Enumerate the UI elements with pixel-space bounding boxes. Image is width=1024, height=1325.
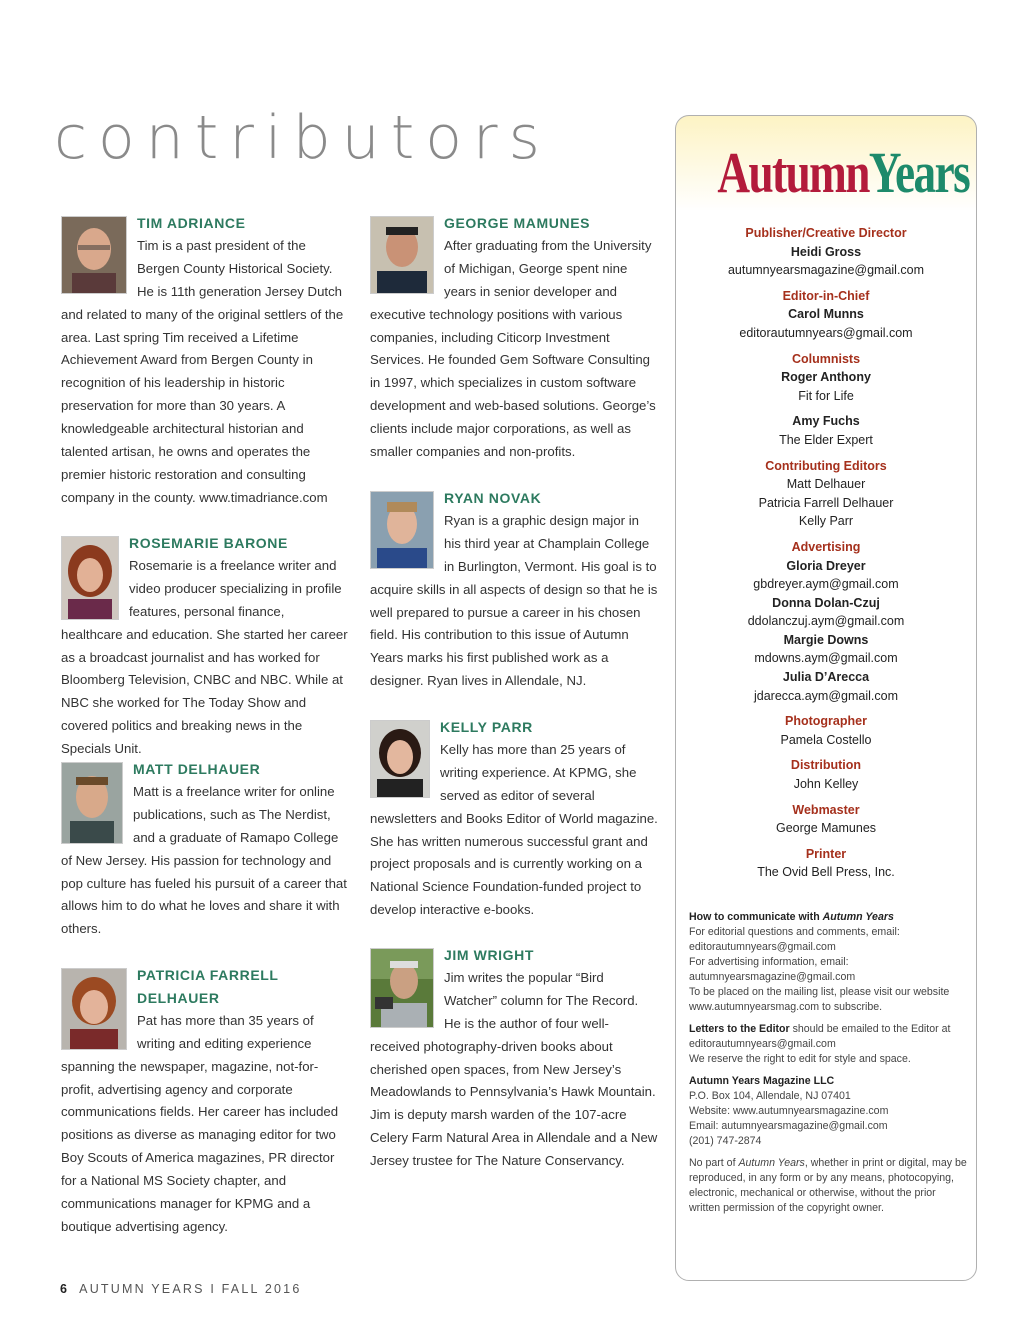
page-number: 6 — [60, 1282, 70, 1296]
contributor-name: KELLY PARR — [440, 719, 533, 735]
masthead-person: Carol Munns — [788, 307, 864, 322]
masthead-column-title: The Elder Expert — [779, 432, 873, 447]
contributor-bio: Kelly has more than 25 years of writing experience. At KPMG, she served as editor of several newsletters and Books Editor of World magazine. She has written numerous successful grant and project proposals and is currently working on a National Science Foundation-funded project to develop interactive e-books. — [370, 741, 658, 918]
publisher-address — [689, 1074, 969, 1149]
contributor-jim-wright — [370, 944, 658, 1173]
how-title-italic: Autumn Years — [822, 911, 894, 923]
how-to-communicate — [689, 910, 969, 1015]
masthead-email: gbdreyer.aym@gmail.com — [753, 577, 899, 592]
contributor-bio: Pat has more than 35 years of writing and editing experience spanning the newspaper, magazine, not-for-profit, advertising agency and corporate communications fields. Her career has included positions as diverse as managing editor for two Boy Scouts of America magazines, PR director for a National MS Society chapter, and communications manager for KPMG and a boutique advertising agency. — [61, 1012, 339, 1234]
masthead-role: Webmaster — [792, 802, 860, 817]
info-line: (201) 747-2874 — [689, 1135, 762, 1147]
info-line: For editorial questions and comments, email: — [689, 926, 900, 938]
info-italic: Autumn Years — [738, 1157, 805, 1169]
contributor-tim-adriance — [61, 212, 349, 532]
masthead-person: Matt Delhauer — [786, 477, 866, 492]
masthead-person: Heidi Gross — [790, 244, 862, 259]
footer-text: AUTUMN YEARS I FALL 2016 — [79, 1282, 302, 1296]
info-line: autumnyearsmagazine@gmail.com — [689, 971, 856, 983]
page-title: contributors — [54, 103, 551, 173]
masthead-email: editorautumnyears@gmail.com — [739, 325, 913, 340]
contributor-rosemarie-barone — [61, 532, 349, 758]
masthead-person: Patricia Farrell Delhauer — [758, 495, 894, 510]
masthead-role: Editor-in-Chief — [782, 288, 870, 303]
masthead-email: mdowns.aym@gmail.com — [754, 651, 898, 666]
info-line: should be emailed to the Editor at editorautumnyears@gmail.com — [689, 1023, 951, 1050]
matt-delhauer-photo — [61, 762, 123, 844]
page-footer — [60, 1282, 301, 1296]
masthead-role: Columnists — [791, 351, 861, 366]
masthead-person: Julia D’Arecca — [782, 670, 870, 685]
contributor-name: ROSEMARIE BARONE — [129, 535, 288, 551]
info-line: editorautumnyears@gmail.com — [689, 941, 836, 953]
contributor-name: TIM ADRIANCE — [137, 215, 246, 231]
masthead-person: Donna Dolan-Czuj — [772, 595, 880, 610]
tim-adriance-photo — [61, 216, 127, 294]
contributor-name: MATT DELHAUER — [133, 761, 261, 777]
masthead-person: Roger Anthony — [781, 370, 871, 385]
ryan-novak-photo — [370, 491, 434, 569]
jim-wright-photo — [370, 948, 434, 1028]
copyright-notice — [689, 1156, 969, 1216]
masthead-person: Amy Fuchs — [792, 414, 860, 429]
contributor-patricia-farrell-delhauer — [61, 964, 349, 1239]
masthead-person: Gloria Dreyer — [786, 558, 866, 573]
masthead-person: Kelly Parr — [798, 514, 854, 529]
info-line: P.O. Box 104, Allendale, NJ 07401 — [689, 1090, 851, 1102]
letters-to-editor — [689, 1022, 969, 1067]
info-line: Website: www.autumnyearsmagazine.com — [689, 1105, 889, 1117]
left-column — [61, 212, 349, 1239]
contributor-bio: Tim is a past president of the Bergen County Historical Society. He is 11th generation Jersey Dutch and related to many of the original settlers of the area. Last spring Tim received a Lifetime Achievement Award from Bergen County in recognition of his leadership in historic preservation for more than 30 years. A knowledgeable architectural historian and talented artisan, he owns and operates the premier historic restoration and consulting company in the county. www.timadriance.com — [61, 237, 344, 505]
info-line: For advertising information, email: — [689, 956, 849, 968]
masthead-column-title: Fit for Life — [798, 388, 854, 403]
masthead-person: John Kelley — [793, 777, 859, 792]
masthead-person: Pamela Costello — [780, 732, 872, 747]
contributor-matt-delhauer — [61, 758, 349, 964]
patricia-farrell-delhauer-photo — [61, 968, 127, 1050]
info-line: , whether in print or digital, may be reproduced, in any form or by any means, photocopying, electronic, mechanical or otherwise, without the prior written permission of the copyright owner. — [689, 1157, 967, 1214]
llc-title: Autumn Years Magazine LLC — [689, 1075, 835, 1087]
contributor-ryan-novak — [370, 487, 658, 716]
masthead-role: Distribution — [790, 758, 862, 773]
contributor-bio: Ryan is a graphic design major in his third year at Champlain College in Burlington, Vermont. His goal is to acquire skills in all aspects of design so that he is well prepared to pursue a career in his chosen field. His contribution to this issue of Autumn Years marks his first published work as a designer. Ryan lives in Allendale, NJ. — [370, 512, 658, 689]
right-column — [370, 212, 658, 1173]
george-mamunes-photo — [370, 216, 434, 294]
kelly-parr-photo — [370, 720, 430, 798]
masthead-person: Margie Downs — [783, 632, 869, 647]
how-title: How to communicate with — [689, 911, 820, 923]
contributor-name: GEORGE MAMUNES — [444, 215, 591, 231]
masthead-role: Contributing Editors — [765, 458, 887, 473]
info-line: We reserve the right to edit for style and space. — [689, 1053, 911, 1065]
rosemarie-barone-photo — [61, 536, 119, 620]
masthead-person: The Ovid Bell Press, Inc. — [757, 865, 895, 880]
masthead-role: Printer — [805, 846, 847, 861]
contributor-george-mamunes — [370, 212, 658, 487]
contributor-kelly-parr — [370, 716, 658, 944]
contributor-bio: Rosemarie is a freelance writer and video producer specializing in profile features, personal finance, healthcare and education. She started her career as a broadcast journalist and has worked for Bloomberg Television, CNBC and NBC. While at NBC she worked for The Today Show and covered politics and breaking news in the Specials Unit. — [61, 557, 348, 757]
contact-info — [689, 910, 969, 1223]
contributor-bio: Jim writes the popular “Bird Watcher” column for The Record. He is the author of four well-received photography-driven books about cherished open spaces, from New Jersey’s Meadowlands to Pennsylvania’s Hawk Mountain. Jim is deputy marsh warden of the 107-acre Celery Farm Natural Area in Allendale and a New Jersey trustee for The Nature Conservancy. — [370, 969, 658, 1169]
masthead — [676, 224, 976, 882]
info-line: No part of — [689, 1157, 739, 1169]
autumn-years-logo — [717, 138, 970, 208]
logo-years: Years — [868, 140, 970, 205]
masthead-role: Advertising — [791, 539, 861, 554]
info-line: To be placed on the mailing list, please visit our website www.autumnyearsmag.com to subscribe. — [689, 986, 950, 1013]
masthead-email: jdarecca.aym@gmail.com — [754, 688, 898, 703]
masthead-role: Publisher/Creative Director — [745, 226, 907, 240]
masthead-email: ddolanczuj.aym@gmail.com — [747, 614, 905, 629]
contributor-name: PATRICIA FARRELL DELHAUER — [137, 967, 279, 1006]
logo-autumn: Autumn — [717, 140, 869, 205]
contributor-bio: Matt is a freelance writer for online publications, such as The Nerdist, and a graduate of Ramapo College of New Jersey. His passion for technology and pop culture has fueled his pursuit of a career that allows him to do what he loves and share it with others. — [61, 783, 347, 937]
masthead-email: autumnyearsmagazine@gmail.com — [727, 263, 925, 278]
contributor-name: RYAN NOVAK — [444, 490, 542, 506]
info-line: Email: autumnyearsmagazine@gmail.com — [689, 1120, 888, 1132]
masthead-person: George Mamunes — [775, 821, 877, 836]
masthead-role: Photographer — [785, 714, 867, 729]
contributor-name: JIM WRIGHT — [444, 947, 534, 963]
letters-title: Letters to the Editor — [689, 1023, 790, 1035]
masthead-sidebar — [675, 115, 977, 1281]
contributor-bio: After graduating from the University of Michigan, George spent nine years in senior developer and executive technology positions with various companies, including Citicorp Investment Services. He founded Gem Software Consulting in 1997, which specializes in custom software development and web-based solutions. George’s clients include major corporations, as well as smaller companies and non-profits. — [370, 237, 656, 460]
